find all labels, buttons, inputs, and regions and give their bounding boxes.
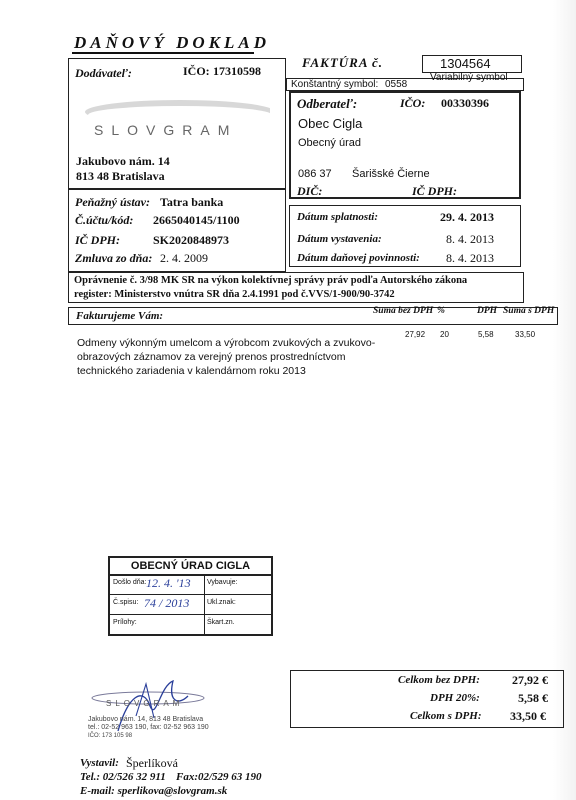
customer-ico-value: 00330396 [441, 96, 489, 110]
contract-value: 2. 4. 2009 [160, 251, 208, 265]
registry-stamp-title: OBECNÝ ÚRAD CIGLA [110, 560, 271, 575]
footer-email[interactable]: E-mail: sperlikova@slovgram.sk [80, 785, 228, 797]
col-gross-header: Suma s DPH [503, 306, 555, 316]
tax-date-label: Dátum daňovej povinnosti: [297, 252, 420, 264]
invoice-label: FAKTÚRA č. [302, 55, 384, 70]
item-pct: 20 [440, 330, 449, 339]
items-title: Fakturujeme Vám: [76, 310, 164, 322]
total-gross-value: 33,50 € [510, 709, 546, 723]
total-vat-label: DPH 20%: [430, 692, 480, 704]
storage-label: Ukl.znak: [207, 599, 236, 606]
total-net-value: 27,92 € [512, 673, 548, 687]
supplier-city: 813 48 Bratislava [76, 169, 165, 183]
issuer-value: Šperlíková [126, 756, 178, 770]
total-net-label: Celkom bez DPH: [398, 674, 480, 686]
logo-text: SLOVGRAM [94, 122, 238, 138]
konst-symbol-value: 0558 [385, 79, 408, 90]
total-vat-value: 5,58 € [518, 691, 548, 705]
bank-label: Peňažný ústav: [75, 195, 150, 209]
item-line1: Odmeny výkonným umelcom a výrobcom zvukových a zvukovo- [77, 337, 376, 349]
supplier-icdph-label: IČ DPH: [75, 233, 120, 247]
item-description [77, 336, 375, 378]
total-gross-label: Celkom s DPH: [410, 710, 482, 722]
stamp-logo-text: SLOVGRAM [106, 699, 184, 708]
authorization-line2: register: Ministerstvo vnútra SR dňa 2.4.1991 pod č.VVS/1-900/90-3742 [74, 289, 395, 300]
customer-dic-label: DIČ: [297, 184, 323, 198]
file-value: 74 / 2013 [144, 596, 190, 610]
customer-icdph-label: IČ DPH: [412, 184, 457, 198]
authorization-line1: Oprávnenie č. 3/98 MK SR na výkon kolektívnej správy práv podľa Autorského zákona [74, 275, 468, 286]
item-net: 27,92 [405, 330, 426, 339]
supplier-street: Jakubovo nám. 14 [76, 154, 170, 168]
bank-value: Tatra banka [160, 195, 224, 209]
customer-office: Obecný úrad [298, 137, 361, 149]
footer-phone: Tel.: 02/526 32 911 [80, 771, 166, 783]
issue-date-label: Dátum vystavenia: [297, 233, 382, 245]
account-label: Č.účtu/kód: [75, 213, 134, 227]
col-vat-header: DPH [477, 306, 498, 316]
tax-date-value: 8. 4. 2013 [446, 251, 494, 265]
item-vat: 5,58 [478, 330, 494, 339]
customer-label: Odberateľ: [297, 96, 358, 111]
stamp-phone: tel.: 02-52 963 190, fax: 02-52 963 190 [88, 724, 209, 731]
issuer-label: Vystavil: [80, 757, 119, 769]
slovgram-logo [80, 98, 270, 148]
invoice-number: 1304564 [440, 56, 491, 71]
attachments-label: Prílohy: [113, 619, 137, 626]
customer-town: Šarišské Čierne [352, 168, 430, 180]
footer-fax: Fax:02/529 63 190 [176, 771, 262, 783]
customer-zip: 086 37 [298, 168, 332, 180]
due-date-value: 29. 4. 2013 [440, 210, 494, 224]
file-label: Č.spisu: [113, 599, 139, 606]
contract-label: Zmluva zo dňa: [75, 251, 153, 265]
col-net-header: Suma bez DPH [373, 306, 434, 316]
handler-label: Vybavuje: [207, 579, 238, 586]
var-symbol-label: Variabilný symbol [430, 72, 508, 83]
supplier-icdph-value: SK2020848973 [153, 233, 230, 247]
received-value: 12. 4. '13 [146, 576, 191, 590]
item-line2: obrazových záznamov za verejný prenos prostredníctvom [77, 351, 346, 363]
title-underline [72, 52, 254, 54]
item-gross: 33,50 [515, 330, 536, 339]
stamp-ico: IČO: 173 105 98 [88, 733, 133, 739]
discard-label: Škart.zn. [207, 619, 235, 626]
supplier-ico-label: IČO: [183, 64, 210, 78]
document-title: DAŇOVÝ DOKLAD [74, 33, 271, 52]
customer-name: Obec Cigla [298, 116, 363, 131]
konst-symbol-label: Konštantný symbol: [291, 79, 379, 90]
col-pct-header: % [437, 306, 445, 316]
issue-date-value: 8. 4. 2013 [446, 232, 494, 246]
stamp-address: Jakubovo nám. 14, 813 48 Bratislava [88, 716, 204, 723]
account-value: 2665040145/1100 [153, 213, 240, 227]
stamp-address-block [88, 716, 209, 740]
registry-stamp [108, 556, 273, 636]
customer-ico-label: IČO: [400, 96, 426, 110]
supplier-ico-value: 17310598 [213, 64, 261, 78]
due-date-label: Dátum splatnosti: [297, 211, 378, 223]
item-line3: technického zariadenia v kalendárnom roku 2013 [77, 365, 306, 377]
received-label: Došlo dňa: [113, 579, 147, 586]
supplier-label: Dodávateľ: [75, 66, 132, 80]
